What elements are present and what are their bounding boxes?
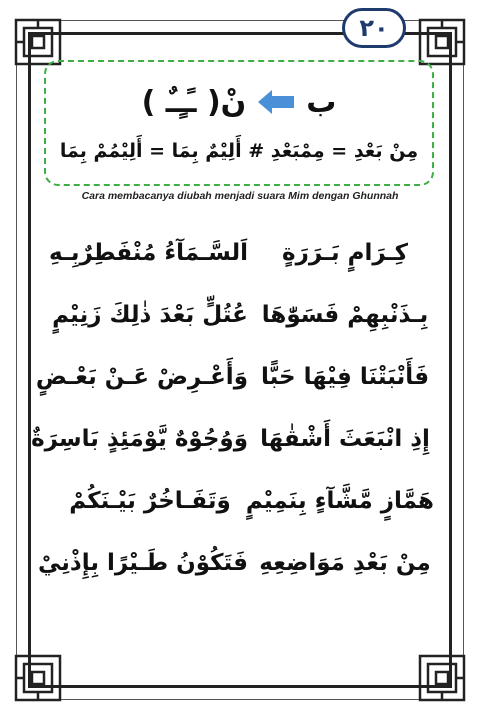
verse-left: اَلسَّـمَآءُ مُنْفَطِرٌبِـهِ <box>49 240 248 266</box>
verse-right: فَأَنْبَتْنَا فِيْهَا حَبًّا <box>260 364 430 390</box>
verse-row <box>31 408 434 470</box>
verse-left: وَوُجُوْهٌ يَّوْمَئِذٍ بَاسِرَةٌ <box>31 426 248 452</box>
verse-row <box>49 222 434 284</box>
verse-right: بِـذَنْبِهِمْ فَسَوّٰهَا <box>261 302 429 328</box>
rule-header <box>46 80 432 124</box>
verse-left: وَأَعْـرِضْ عَـنْ بَعْـضٍ <box>35 364 248 390</box>
verse-right: هَمَّازٍ مَّشَّآءٍ بِنَمِيْمٍ <box>245 488 434 514</box>
verse-left: فَتَكُوْنُ طَـيْرًا بِإِذْنِيْ <box>38 550 248 576</box>
corner-ornament-icon <box>416 652 468 704</box>
verse-row <box>52 284 434 346</box>
arrow-left-icon <box>256 88 296 116</box>
verse-row <box>52 470 434 532</box>
verse-right: كِـرَامٍ بَـرَرَةٍ <box>282 240 408 266</box>
rule-caption: Cara membacanya diubah menjadi suara Mim dengan Ghunnah <box>81 190 399 202</box>
rule-letter-mark: نْ( ـًـٍـٌ ) <box>141 84 247 120</box>
verse-row <box>38 532 434 594</box>
verse-row <box>35 346 434 408</box>
tajwid-rule-box <box>44 60 434 186</box>
page-number-badge: ٢٠ <box>342 8 406 48</box>
corner-ornament-icon <box>12 652 64 704</box>
verse-left: وَتَفَـاخُرٌ بَيْـنَكُمْ <box>69 488 231 514</box>
rule-equation: مِنْ بَعْدِ = مِمْبَعْدِ # أَلِيْمٌ بِمَا = أَلِيْمُمْ بِمَا <box>59 140 419 162</box>
verse-left: عُتُلٍّ بَعْدَ ذٰلِكَ زَنِيْمٍ <box>52 302 248 328</box>
verse-right: مِنْ بَعْدِ مَوَاضِعِهِ <box>259 550 431 576</box>
verse-list <box>31 222 434 594</box>
verse-right: إِذِ انْبَعَثَ أَشْقٰهَا <box>260 426 430 452</box>
rule-letter: ب <box>306 84 337 120</box>
